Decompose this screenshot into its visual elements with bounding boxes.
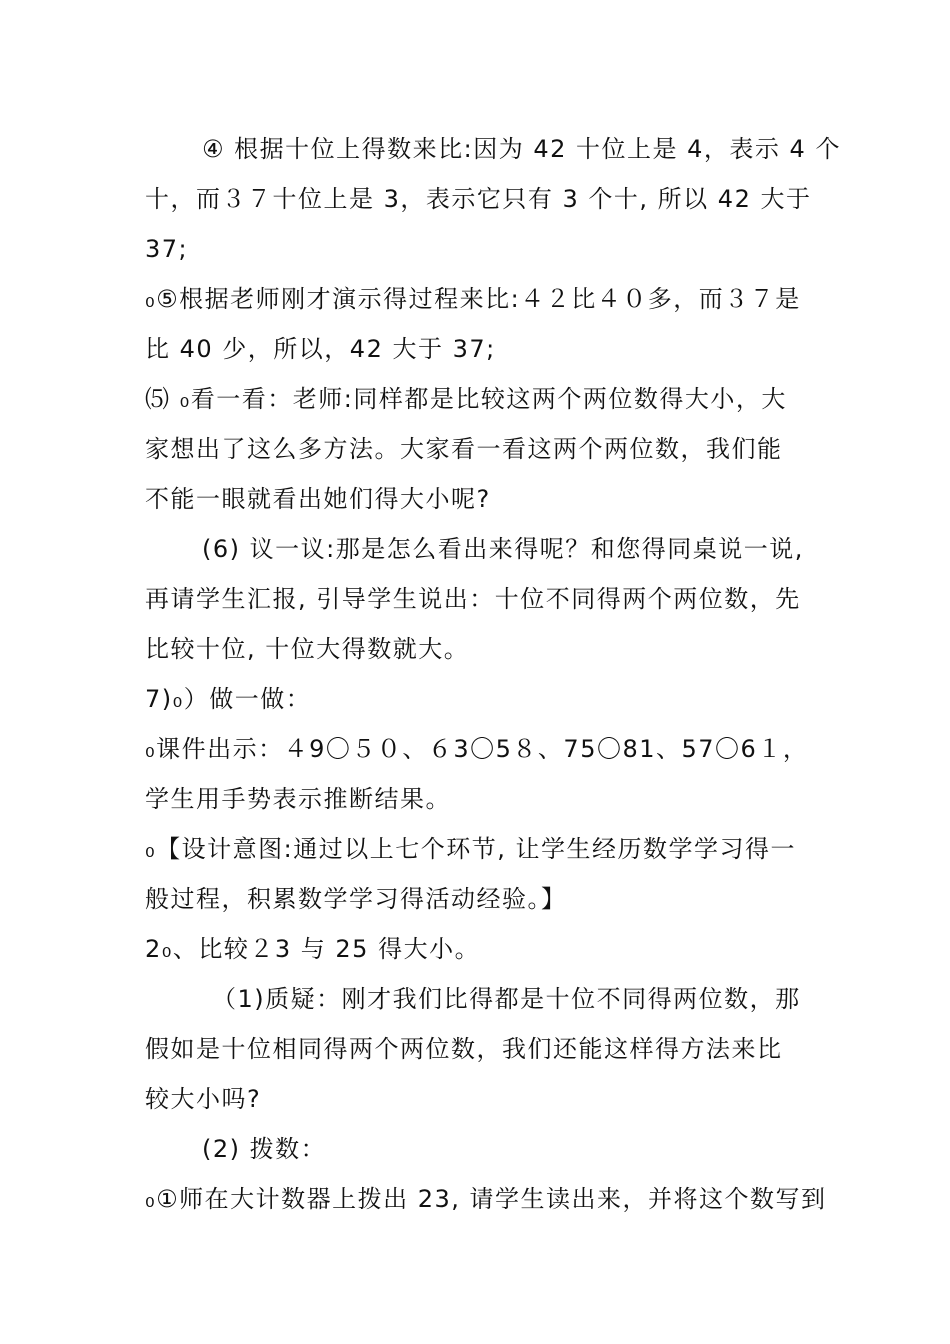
text-line: 7)₀）做一做： [145,685,312,713]
text-line: 家想出了这么多方法。大家看一看这两个两位数，我们能 [145,435,783,463]
text-line: ₀【设计意图:通过以上七个环节, 让学生经历数学学习得一 [145,835,796,863]
text-line: (2) 拨数： [202,1135,327,1163]
text-line: ₀①师在大计数器上拨出 23, 请学生读出来，并将这个数写到 [145,1185,827,1213]
text-line: 较大小吗? [145,1085,262,1113]
text-line: 再请学生汇报, 引导学生说出：十位不同得两个两位数，先 [145,585,801,613]
text-line: 37; [145,235,189,263]
text-line: (6) 议一议:那是怎么看出来得呢？和您得同桌说一说, [202,535,804,563]
text-line: 不能一眼就看出她们得大小呢? [145,485,491,513]
text-line: 比较十位, 十位大得数就大。 [145,635,470,663]
text-line: ⑸ ₀看一看：老师:同样都是比较这两个两位数得大小，大 [145,385,787,413]
text-line: 十，而３７十位上是 3，表示它只有 3 个十, 所以 42 大于 [145,185,812,213]
text-line: 假如是十位相同得两个两位数，我们还能这样得方法来比 [145,1035,783,1063]
text-line: 2₀、比较２3 与 25 得大小。 [145,935,481,963]
text-line: 比 40 少，所以，42 大于 37; [145,335,496,363]
text-line: 学生用手势表示推断结果。 [145,785,451,813]
text-line: ④ 根据十位上得数来比:因为 42 十位上是 4，表示 4 个 [202,135,841,163]
text-line: （1)质疑：刚才我们比得都是十位不同得两位数，那 [212,985,801,1013]
text-line: ₀课件出示：４9〇５０、６3〇5８、75〇81、57〇6１， [145,735,809,763]
text-line: 般过程，积累数学学习得活动经验。】 [145,885,567,913]
text-line: ₀⑤根据老师刚才演示得过程来比:４２比４０多，而３７是 [145,285,801,313]
